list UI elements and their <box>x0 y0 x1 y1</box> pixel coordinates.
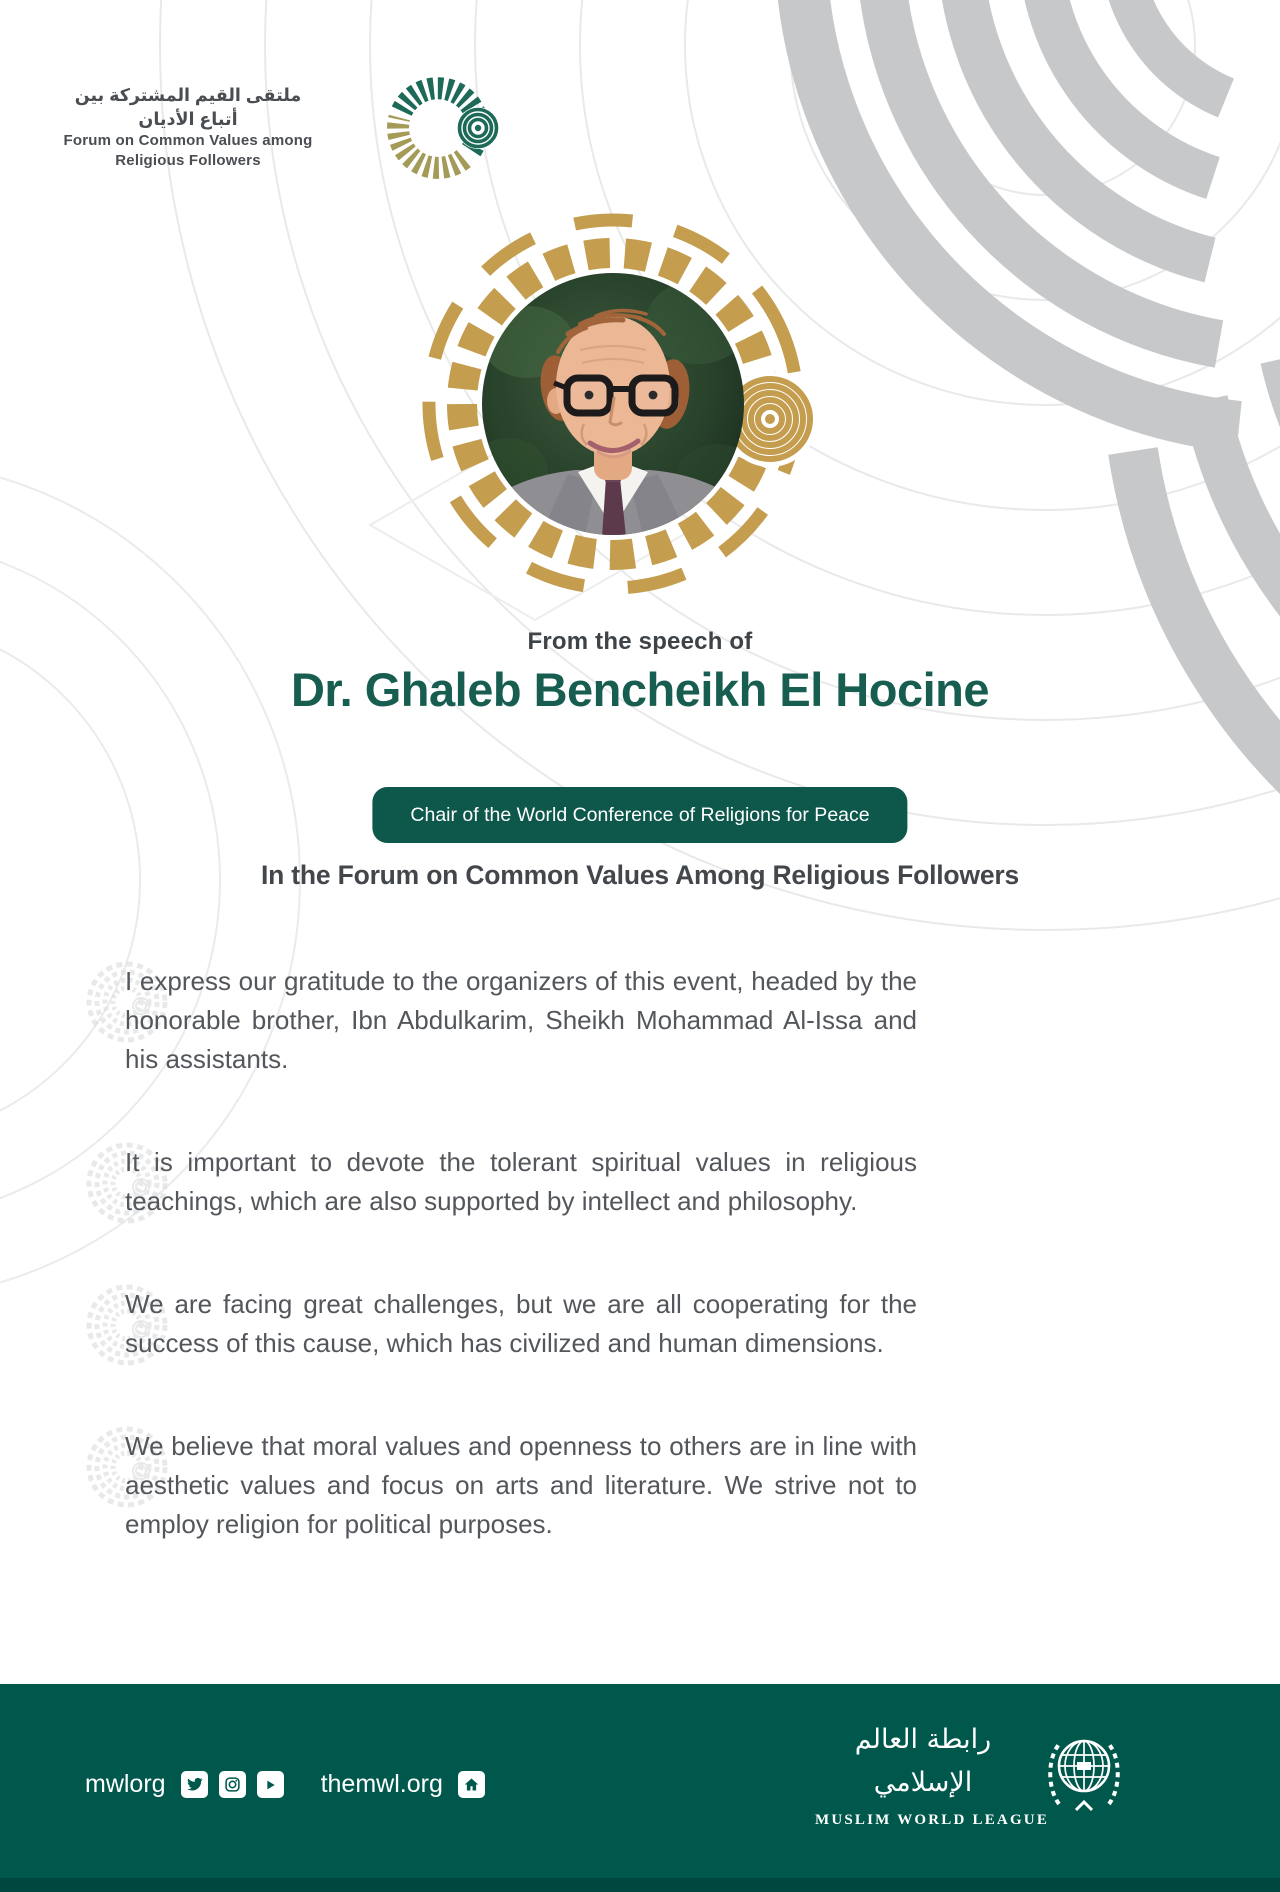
quote-paragraph <box>125 1427 917 1544</box>
twitter-icon[interactable] <box>181 1771 208 1798</box>
quote-paragraph <box>125 1143 917 1221</box>
footer-bottom-strip <box>0 1878 1280 1892</box>
speaker-title-badge: Chair of the World Conference of Religions for Peace <box>372 787 907 843</box>
quote-text: We are facing great challenges, but we are all cooperating for the success of this cause, which has civilized and human dimensions. <box>125 1289 917 1358</box>
brand-title-english-line1: Forum on Common Values among <box>63 132 313 150</box>
speaker-portrait-group <box>418 182 818 602</box>
quote-text: It is important to devote the tolerant spiritual values in religious teachings, which are also supported by intellect and philosophy. <box>125 1147 917 1216</box>
quote-text: We believe that moral values and openness to others are in line with aesthetic values and focus on arts and literature. We strive not to employ religion for political purposes. <box>125 1431 917 1539</box>
instagram-icon[interactable] <box>219 1771 246 1798</box>
brand-title-block <box>62 84 314 170</box>
brand-title-english-line2: Religious Followers <box>115 151 261 169</box>
brand-title-arabic: ملتقى القيم المشتركة بين أتباع الأديان <box>74 85 302 129</box>
mwl-emblem-text <box>815 1718 1050 1829</box>
speaker-name: Dr. Ghaleb Bencheikh El Hocine <box>290 663 990 716</box>
gray-swoosh-upper <box>803 0 1239 427</box>
quote-section <box>125 962 917 1608</box>
speech-kicker: From the speech of <box>527 628 753 655</box>
mwl-name-english: MUSLIM WORLD LEAGUE <box>815 1812 1050 1829</box>
social-handle: mwlorg <box>85 1770 166 1798</box>
social-row <box>85 1770 485 1799</box>
home-icon[interactable] <box>458 1771 485 1798</box>
youtube-icon[interactable] <box>257 1771 284 1798</box>
quote-paragraph <box>125 962 917 1079</box>
quote-text: I express our gratitude to the organizers of this event, headed by the honorable brother, Ibn Abdulkarim, Sheikh Mohammad Al-Issa and his assistants. <box>125 966 917 1074</box>
globe-wreath-icon <box>1045 1728 1123 1820</box>
quote-paragraph <box>125 1285 917 1363</box>
mwl-name-arabic-calligraphy: رابطة العالم الإسلامي <box>854 1724 992 1799</box>
forum-context-line: In the Forum on Common Values Among Religious Followers <box>260 860 1020 890</box>
website-link[interactable]: themwl.org <box>320 1770 443 1798</box>
footer <box>0 1684 1280 1892</box>
forum-logo-icon <box>380 66 508 194</box>
mwl-emblem <box>815 1718 1123 1829</box>
